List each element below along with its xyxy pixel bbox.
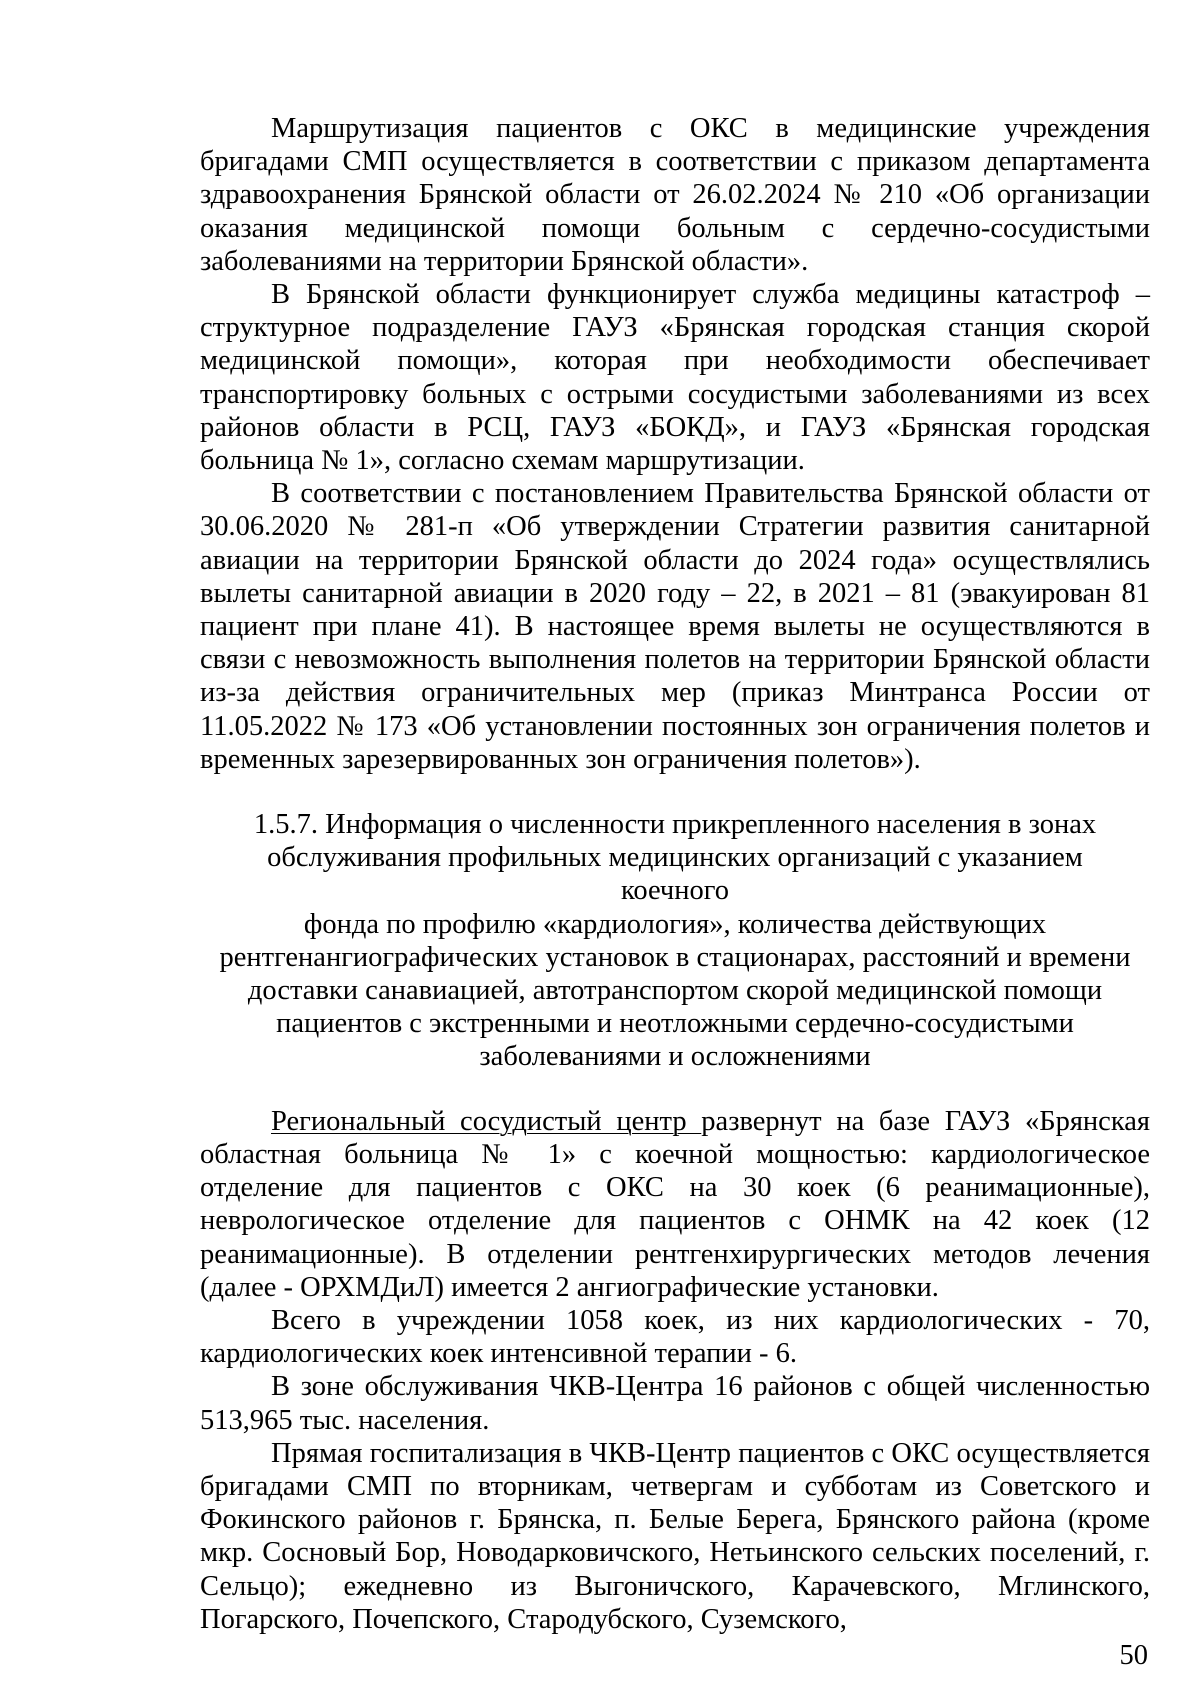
- paragraph-bed-count: Всего в учреждении 1058 коек, из них кардиологических - 70, кардиологических коек интенсивной терапии - 6.: [200, 1304, 1150, 1370]
- underlined-term-regional-vascular-center: Региональный сосудистый центр: [271, 1105, 702, 1137]
- heading-line: пациентов с экстренными и неотложными сердечно-сосудистыми: [276, 1008, 1074, 1040]
- page-number: 50: [1119, 1640, 1148, 1671]
- page-content: [200, 112, 1150, 1636]
- paragraph-sanitary-aviation: В соответствии с постановлением Правительства Брянской области от 30.06.2020 № 281-п «Об утверждении Стратегии развития санитарной авиации на территории Брянской области до 2024 года» осуществлялись вылеты санитарной авиации в 2020 году – 22, в 2021 – 81 (эвакуирован 81 пациент при плане 41). В настоящее время вылеты не осуществляются в связи с невозможность выполнения полетов на территории Брянской области из-за действия ограничительных мер (приказ Минтранса России от 11.05.2022 № 173 «Об установлении постоянных зон ограничения полетов и временных зарезервированных зон ограничения полетов»).: [200, 478, 1150, 775]
- heading-line: рентгенангиографических установок в стационарах, расстояний и времени: [219, 941, 1131, 973]
- heading-line: заболеваниями и осложнениями: [479, 1041, 871, 1073]
- heading-line: обслуживания профильных медицинских организаций с указанием коечного: [267, 842, 1083, 907]
- paragraph-disaster-medicine-service: В Брянской области функционирует служба медицины катастроф – структурное подразделение ГАУЗ «Брянская городская станция скорой медицинской помощи», которая при необходимости обеспечивает транспортировку больных с острыми сосудистыми заболеваниями из всех районов области в РСЦ, ГАУЗ «БОКД», и ГАУЗ «Брянская городская больница № 1», согласно схемам маршрутизации.: [200, 279, 1150, 477]
- heading-line: доставки санавиацией, автотранспортом скорой медицинской помощи: [247, 975, 1103, 1007]
- paragraph-rest-text: развернут на базе ГАУЗ «Брянская областная больница № 1» с коечной мощностью: кардиологическое отделение для пациентов с ОКС на 30 коек (6 реанимационные), неврологическое отделение для пациентов с ОНМК на 42 коек (12 реанимационные). В отделении рентгенхирургических методов лечения (далее - ОРХМДиЛ) имеется 2 ангиографические установки.: [200, 1105, 1150, 1303]
- paragraph-direct-hospitalization: Прямая госпитализация в ЧКВ-Центр пациентов с ОКС осуществляется бригадами СМП по вторникам, четвергам и субботам из Советского и Фокинского районов г. Брянска, п. Белые Берега, Брянского района (кроме мкр. Сосновый Бор, Новодарковичского, Нетьинского сельских поселений, г. Сельцо); ежедневно из Выгоничского, Карачевского, Мглинского, Погарского, Почепского, Стародубского, Суземского,: [200, 1437, 1150, 1635]
- section-heading-1-5-7: [200, 808, 1150, 1074]
- paragraph-pci-center-population: В зоне обслуживания ЧКВ-Центра 16 районов с общей численностью 513,965 тыс. населения.: [200, 1371, 1150, 1436]
- heading-line: 1.5.7. Информация о численности прикрепленного населения в зонах: [253, 809, 1097, 841]
- heading-line: фонда по профилю «кардиология», количества действующих: [303, 908, 1047, 940]
- paragraph-routing-oks: Маршрутизация пациентов с ОКС в медицинские учреждения бригадами СМП осуществляется в соответствии с приказом департамента здравоохранения Брянской области от 26.02.2024 № 210 «Об организации оказания медицинской помощи больным с сердечно-сосудистыми заболеваниями на территории Брянской области».: [200, 113, 1150, 277]
- paragraph-regional-vascular-center: [200, 1105, 1150, 1304]
